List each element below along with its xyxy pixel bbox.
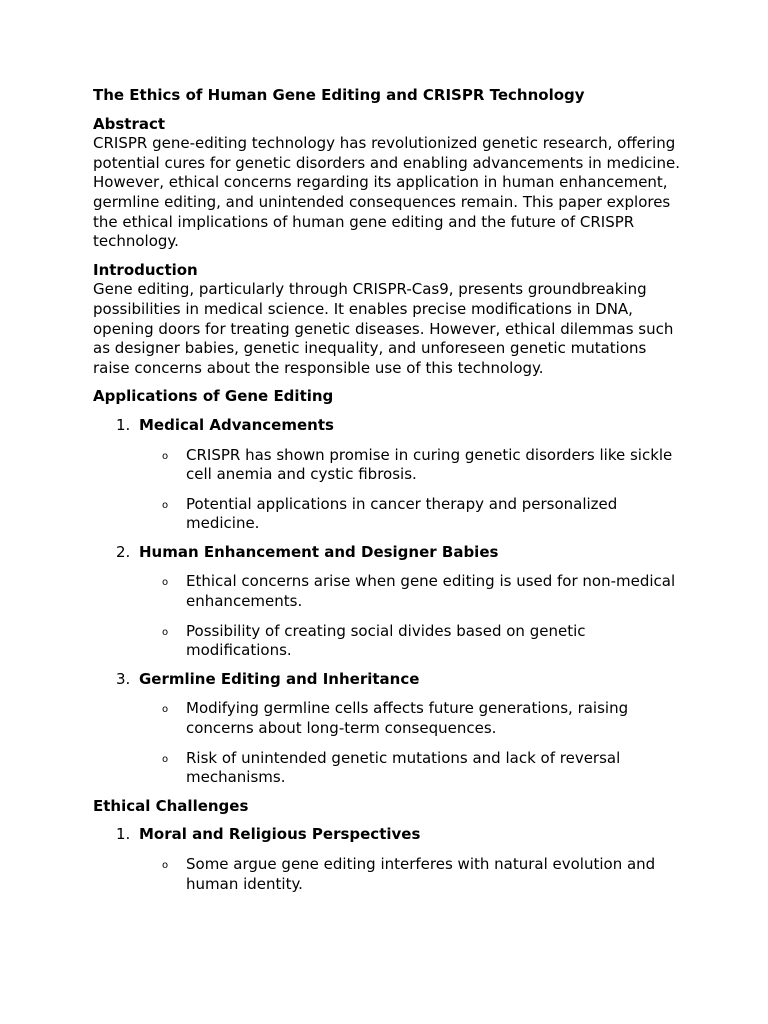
abstract-heading: Abstract	[93, 114, 166, 133]
bullet-list	[93, 446, 683, 534]
bullet-icon: o	[162, 499, 169, 511]
item-number: 3.	[116, 669, 131, 688]
item-number: 1.	[116, 825, 131, 844]
bullet-icon: o	[162, 626, 169, 638]
item-number: 2.	[116, 542, 131, 561]
bullet-item	[93, 699, 683, 738]
bullet-list	[93, 855, 683, 894]
item-title: Moral and Religious Perspectives	[139, 825, 421, 844]
bullet-text: Risk of unintended genetic mutations and lack of reversal mechanisms.	[186, 748, 621, 787]
applications-item	[93, 416, 683, 534]
bullet-text: Possibility of creating social divides based on genetic modifications.	[186, 621, 586, 660]
bullet-text: Some argue gene editing interferes with natural evolution and human identity.	[186, 855, 656, 893]
bullet-text: Modifying germline cells affects future generations, raising concerns about long-term consequences.	[186, 699, 629, 738]
item-title: Human Enhancement and Designer Babies	[139, 542, 499, 561]
bullet-item	[93, 572, 683, 611]
bullet-item	[93, 749, 683, 788]
challenges-item	[93, 825, 683, 894]
challenges-heading: Ethical Challenges	[93, 796, 249, 815]
abstract-section	[93, 115, 683, 252]
bullet-list	[93, 699, 683, 787]
item-title: Medical Advancements	[139, 415, 334, 434]
applications-list	[93, 416, 683, 788]
item-number: 1.	[116, 415, 131, 434]
applications-heading: Applications of Gene Editing	[93, 387, 334, 406]
challenges-list	[93, 825, 683, 894]
abstract-text: CRISPR gene-editing technology has revolutionized genetic research, offering potential cures for genetic disorders and enabling advancements in medicine. However, ethical concerns regarding its application in human enhancement, germline editing, and unintended consequences remain. This paper explores the ethical implications of human gene editing and the future of CRISPR technology.	[93, 134, 680, 251]
bullet-text: CRISPR has shown promise in curing genetic disorders like sickle cell anemia and cystic fibrosis.	[186, 445, 673, 484]
introduction-heading: Introduction	[93, 260, 198, 279]
bullet-icon: o	[162, 753, 169, 765]
document-title: The Ethics of Human Gene Editing and CRISPR Technology	[93, 86, 585, 104]
bullet-text: Potential applications in cancer therapy and personalized medicine.	[186, 494, 618, 533]
introduction-section	[93, 261, 683, 379]
bullet-icon: o	[162, 450, 169, 462]
bullet-icon: o	[162, 704, 169, 716]
bullet-item	[93, 855, 683, 894]
bullet-text: Ethical concerns arise when gene editing is used for non-medical enhancements.	[186, 572, 676, 611]
bullet-list	[93, 572, 683, 660]
bullet-icon: o	[162, 860, 169, 871]
introduction-text: Gene editing, particularly through CRISPR-Cas9, presents groundbreaking possibilities in medical science. It enables precise modifications in DNA, opening doors for treating genetic diseases. However, ethical dilemmas such as designer babies, genetic inequality, and unforeseen genetic mutations raise concerns about the responsible use of this technology.	[93, 280, 674, 377]
document-page	[93, 86, 683, 894]
applications-item	[93, 543, 683, 661]
bullet-item	[93, 446, 683, 485]
applications-item	[93, 670, 683, 788]
bullet-item	[93, 495, 683, 534]
bullet-item	[93, 622, 683, 661]
challenges-section	[93, 797, 683, 894]
bullet-icon: o	[162, 577, 169, 589]
applications-section	[93, 387, 683, 788]
item-title: Germline Editing and Inheritance	[139, 669, 420, 688]
